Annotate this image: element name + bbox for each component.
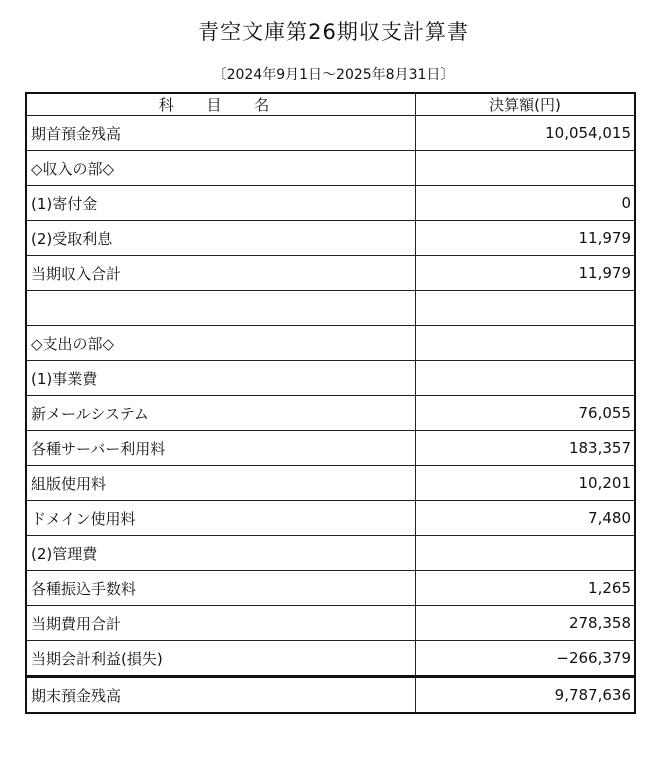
- header-item-name: 科 目 名: [26, 93, 416, 116]
- table-row: [26, 221, 635, 256]
- row-amount: [416, 291, 636, 326]
- header-amount: 決算額(円): [416, 93, 636, 116]
- row-label: 当期会計利益(損失): [26, 641, 416, 677]
- row-label: (2)管理費: [26, 536, 416, 571]
- table-row: [26, 361, 635, 396]
- row-label: 各種振込手数料: [26, 571, 416, 606]
- row-amount: 11,979: [416, 221, 636, 256]
- row-amount: 0: [416, 186, 636, 221]
- row-amount: −266,379: [416, 641, 636, 677]
- row-amount: 10,201: [416, 466, 636, 501]
- row-label: 各種サーバー利用料: [26, 431, 416, 466]
- row-amount: [416, 326, 636, 361]
- table-row: [26, 536, 635, 571]
- financial-statement-table: [25, 92, 636, 714]
- row-amount: [416, 536, 636, 571]
- row-label: 組版使用料: [26, 466, 416, 501]
- row-label: 期首預金残高: [26, 116, 416, 151]
- table-row: [26, 396, 635, 431]
- document-title: 青空文庫第26期収支計算書: [198, 20, 469, 44]
- row-label: 当期費用合計: [26, 606, 416, 641]
- table-row: [26, 571, 635, 606]
- table-header-row: [26, 93, 635, 116]
- table-row: [26, 431, 635, 466]
- table-row: [26, 606, 635, 641]
- row-label: ◇収入の部◇: [26, 151, 416, 186]
- table-row: [26, 641, 635, 677]
- row-amount: 1,265: [416, 571, 636, 606]
- row-label: ◇支出の部◇: [26, 326, 416, 361]
- row-label: (1)寄付金: [26, 186, 416, 221]
- table-row: [26, 291, 635, 326]
- row-label: (1)事業費: [26, 361, 416, 396]
- table-row: [26, 186, 635, 221]
- row-amount: 7,480: [416, 501, 636, 536]
- row-label: (2)受取利息: [26, 221, 416, 256]
- row-amount: [416, 361, 636, 396]
- table-row: [26, 677, 635, 714]
- row-amount: 11,979: [416, 256, 636, 291]
- row-amount: 278,358: [416, 606, 636, 641]
- table-row: [26, 116, 635, 151]
- fiscal-period: 〔2024年9月1日～2025年8月31日〕: [212, 67, 455, 83]
- table-row: [26, 501, 635, 536]
- row-amount: [416, 151, 636, 186]
- row-amount: 10,054,015: [416, 116, 636, 151]
- row-amount: 183,357: [416, 431, 636, 466]
- table-row: [26, 256, 635, 291]
- row-label: 期末預金残高: [26, 677, 416, 714]
- row-label: ドメイン使用料: [26, 501, 416, 536]
- row-label: [26, 291, 416, 326]
- table-row: [26, 151, 635, 186]
- table-row: [26, 466, 635, 501]
- row-label: 当期収入合計: [26, 256, 416, 291]
- row-amount: 9,787,636: [416, 677, 636, 714]
- row-label: 新メールシステム: [26, 396, 416, 431]
- row-amount: 76,055: [416, 396, 636, 431]
- table-row: [26, 326, 635, 361]
